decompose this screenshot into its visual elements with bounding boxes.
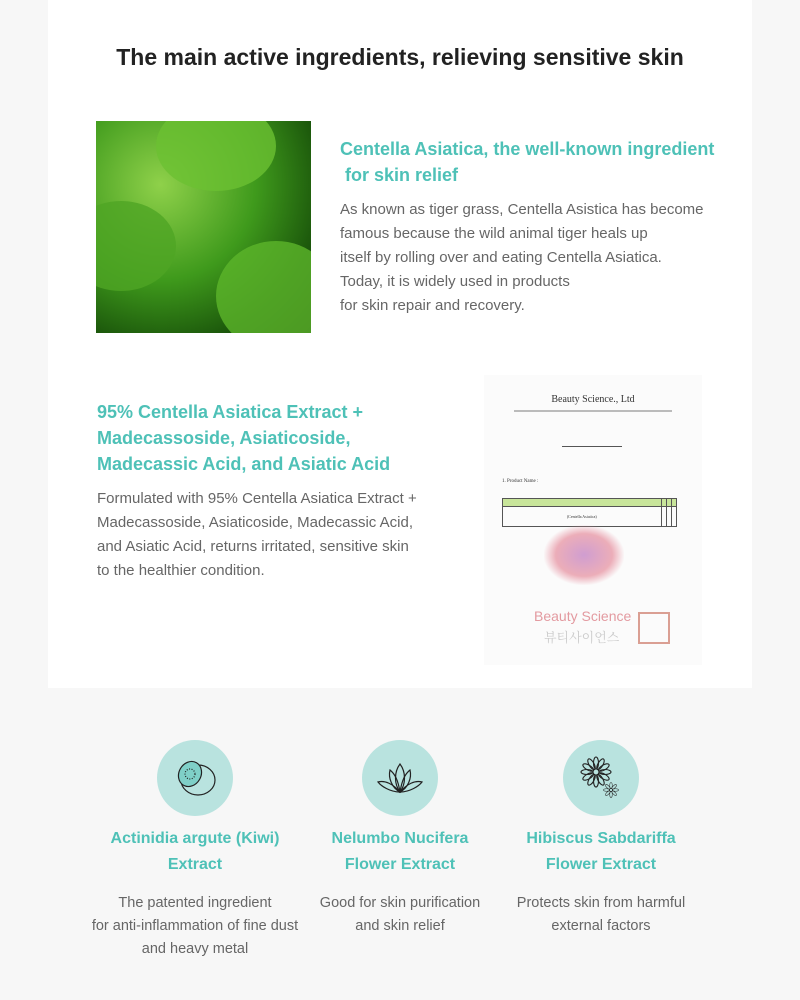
title-line: Madecassic Acid, and Asiatic Acid <box>97 454 391 474</box>
centella-description <box>340 198 704 318</box>
table-cell: (Centella Asiatica) <box>503 507 662 527</box>
centella-title <box>340 136 714 188</box>
page-title: The main active ingredients, relieving sensitive skin <box>116 44 684 70</box>
feature-kiwi <box>85 740 305 961</box>
title-line: for skin relief <box>340 165 459 185</box>
feature-title: Hibiscus Sabdariffa <box>526 830 676 847</box>
text-line: Formulated with 95% Centella Asiatica Extract + <box>97 490 417 507</box>
feature-text: for anti-inflammation of fine dust <box>91 918 299 934</box>
certificate-image <box>484 375 702 665</box>
text-line: for skin repair and recovery. <box>340 297 525 314</box>
feature-hibiscus <box>491 740 711 938</box>
text-line: to the healthier condition. <box>97 562 265 579</box>
seal-stamp <box>638 612 670 644</box>
feature-text: The patented ingredient <box>118 895 272 911</box>
text-line: itself by rolling over and eating Centella Asiatica. <box>340 249 662 266</box>
text-line: Today, it is widely used in products <box>340 273 570 290</box>
feature-text: and heavy metal <box>141 941 249 957</box>
feature-title: Actinidia argute (Kiwi) <box>110 830 280 847</box>
extract-title <box>97 399 390 477</box>
certificate-heading <box>562 443 622 447</box>
title-line: Centella Asiatica, the well-known ingredient <box>340 139 715 159</box>
feature-text: external factors <box>551 918 651 934</box>
certificate-company: Beauty Science., Ltd <box>551 394 635 405</box>
text-line: famous because the wild animal tiger heals up <box>340 225 648 242</box>
lotus-watermark <box>544 525 624 585</box>
title-line: Madecassoside, Asiaticoside, <box>97 428 351 448</box>
feature-text: and skin relief <box>355 918 445 934</box>
address-lines <box>514 410 672 412</box>
text-line: and Asiatic Acid, returns irritated, sensitive skin <box>97 538 409 555</box>
feature-title: Flower Extract <box>344 856 456 873</box>
feature-title: Flower Extract <box>545 856 657 873</box>
beauty-science-logo-korean: 뷰티사이언스 <box>544 631 620 646</box>
extract-description <box>97 487 417 583</box>
feature-title: Extract <box>167 856 223 873</box>
feature-title: Nelumbo Nucifera <box>331 830 469 847</box>
centella-leaf-image <box>96 121 311 333</box>
feature-lotus <box>290 740 510 938</box>
title-line: 95% Centella Asiatica Extract + <box>97 402 363 422</box>
text-line: As known as tiger grass, Centella Asistica has become <box>340 201 704 218</box>
certificate-table <box>502 498 677 527</box>
flower-icon <box>563 740 639 816</box>
kiwi-icon <box>157 740 233 816</box>
feature-text: Protects skin from harmful <box>516 895 686 911</box>
lotus-icon <box>362 740 438 816</box>
product-name-label: 1. Product Name : <box>502 479 539 484</box>
feature-text: Good for skin purification <box>319 895 481 911</box>
text-line: Madecassoside, Asiaticoside, Madecassic Acid, <box>97 514 413 531</box>
beauty-science-logo: Beauty Science <box>534 608 632 624</box>
